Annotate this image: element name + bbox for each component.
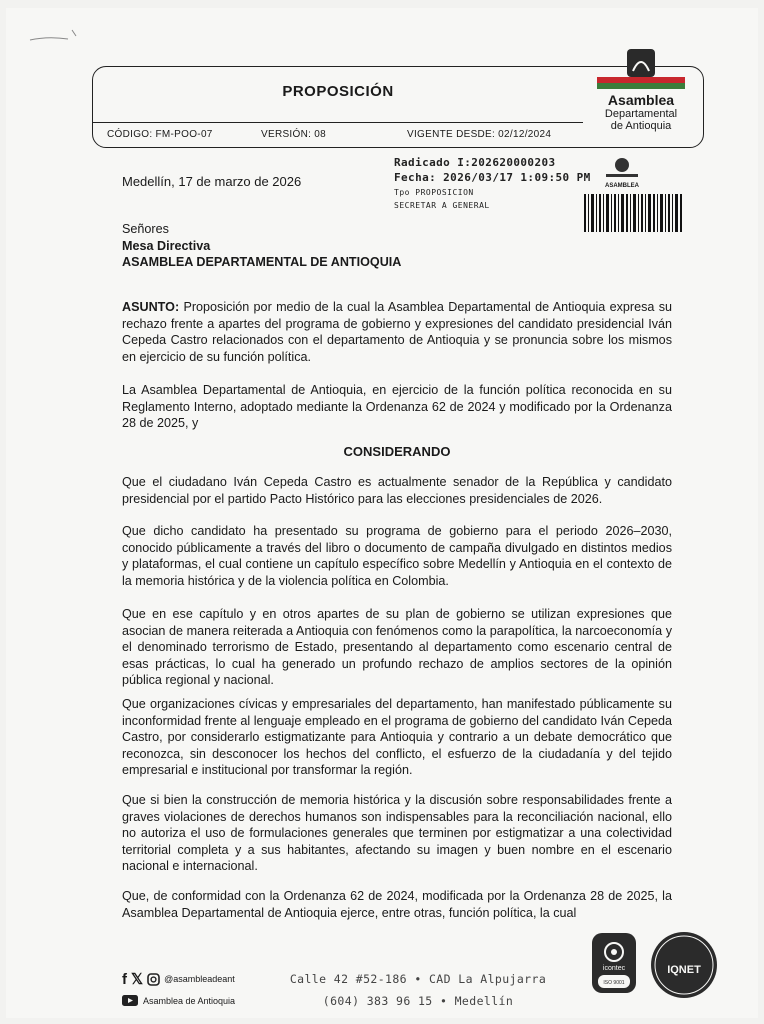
intro-paragraph: La Asamblea Departamental de Antioquia, en ejercicio de la función política reconocida en su Reglamento Interno, adoptado mediante la Ordenanza 62 de 2024 y modificado por la Ordenanza 28 de 2025, y [122,383,672,430]
org-sub1: Departamental [604,108,678,120]
paragraph-6: Que, de conformidad con la Ordenanza 62 de 2024, modificada por la Ordenanza 28 de 2025, la Asamblea Departamental de Antioquia ejerce, entre otras, función política, la cual [122,889,672,920]
cert1-name: icontec [602,965,626,972]
x-icon[interactable]: 𝕏 [131,971,144,988]
instagram-icon[interactable] [147,973,160,986]
addressee-block [122,221,672,271]
iqnet-seal-icon [649,930,719,1000]
stamp-emblem-icon [602,156,642,178]
pen-mark [28,26,88,46]
stamp-dest: SECRETAR A GENERAL [394,201,490,210]
addressee-line-2: Mesa Directiva [122,238,211,253]
stamp-mini-org: ASAMBLEA [605,183,639,189]
social-links [122,970,235,1006]
footer-phone: (604) 383 96 15 • Medellín [322,994,514,1008]
addressee-line-3: ASAMBLEA DEPARTAMENTAL DE ANTIOQUIA [122,255,402,269]
page-title: PROPOSICIÓN [282,83,394,100]
filing-stamp [394,156,591,210]
form-header [92,66,704,148]
form-code: CÓDIGO: FM-POO-07 [107,129,213,140]
document-page [6,8,758,1018]
stamp-logo [594,156,650,189]
org-name: Asamblea [607,92,675,108]
form-version: VERSIÓN: 08 [261,129,326,140]
youtube-channel[interactable]: Asamblea de Antioquia [143,995,236,1006]
asunto-label: ASUNTO: [122,300,180,314]
paragraph-3: Que en ese capítulo y en otros apartes de su plan de gobierno se utilizan expresiones que asocian de manera reiterada a Antioquia con fenómenos como la parapolítica, la narcoeconomía y el denominado terrorismo de Estado, presentando al departamento como escenario central de esas prácticas, lo cual ha generado un profundo rechazo de amplios sectores de la opinión pública regional y nacional. [122,607,672,687]
social-handle[interactable]: @asambleadeant [164,974,235,984]
header-divider [93,122,583,123]
cert1-std: ISO 9001 [603,980,625,986]
paragraph-4: Que organizaciones cívicas y empresariales del departamento, han manifestado públicamente su inconformidad frente al lenguaje empleado en el programa de gobierno del candidato Iván Cepeda Castro, por considerarlo estigmatizante para Antioquia y contrario a un debate democrático que reconozca, sin desconocer los hechos del conflicto, el esfuerzo de la ciudadanía y del tejido empresarial e institucional por transformar la región. [122,697,672,777]
stamp-fecha: Fecha: 2026/03/17 1:09:50 PM [394,171,591,184]
date-line: Medellín, 17 de marzo de 2026 [122,174,302,189]
stamp-radicado: Radicado I:202620000203 [394,156,556,169]
paragraph-2: Que dicho candidato ha presentado su programa de gobierno para el periodo 2026–2030, conocido públicamente a través del libro o documento de campaña divulgado en distintos medios y plataformas, el cual contiene un capítulo específico sobre Medellín y Antioquia en el contexto de la memoria histórica y de la violencia política en Colombia. [122,524,672,588]
form-valid-from: VIGENTE DESDE: 02/12/2024 [407,129,552,140]
cert2-name: IQNET [667,964,701,976]
paragraph-1: Que el ciudadano Iván Cepeda Castro es actualmente senador de la República y candidato presidencial por el partido Pacto Histórico para las elecciones presidenciales de 2026. [122,475,672,506]
org-sub2: de Antioquia [610,120,672,132]
assembly-logo-icon [597,47,685,91]
org-brand [585,47,697,132]
considerando-heading: CONSIDERANDO [343,444,451,459]
stamp-tipo: Tpo PROPOSICION [394,188,474,197]
icontec-seal-icon [591,932,637,994]
paragraph-5: Que si bien la construcción de memoria histórica y la discusión sobre responsabilidades frente a graves violaciones de derechos humanos son indispensables para la reconciliación nacional, ello no autoriza el uso de formulaciones generales que terminen por estigmatizar a una colectividad territorial completa y a sus habitantes, afectando su imagen y buen nombre en el escenario nacional e internacional. [122,793,672,873]
addressee-line-1: Señores [122,222,169,236]
footer-contact [288,968,548,1012]
facebook-icon[interactable]: f [122,970,127,988]
footer-address: Calle 42 #52-186 • CAD La Alpujarra [289,972,547,986]
youtube-icon[interactable] [122,995,138,1006]
asunto-text: Proposición por medio de la cual la Asamblea Departamental de Antioquia expresa su rechazo frente a apartes del programa de gobierno y expresiones del candidato presidencial Iván Cepeda Castro relacionados con el departamento de Antioquia y se pronuncia sobre los mismos en ejercicio de su función política. [122,300,672,364]
asunto-paragraph [122,299,672,365]
